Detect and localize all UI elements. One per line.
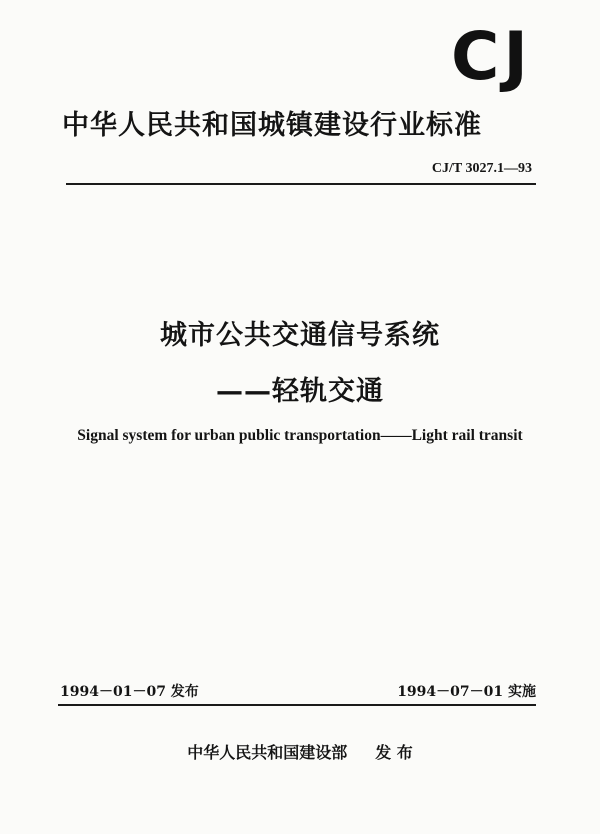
top-divider xyxy=(66,183,536,185)
document-title: 城市公共交通信号系统 xyxy=(160,320,440,351)
publisher-name: 中华人民共和国建设部 xyxy=(187,743,348,762)
implementation-date: 1994－07－01 实施 xyxy=(397,684,536,700)
publisher xyxy=(0,742,600,764)
standard-category: 中华人民共和国城镇建设行业标准 xyxy=(62,110,482,141)
cj-logo: CJ xyxy=(451,18,532,95)
standard-code: CJ/T 3027.1—93 xyxy=(431,161,532,176)
issue-date: 1994－01－07 发布 xyxy=(60,684,199,700)
document-subtitle: ——轻轨交通 xyxy=(216,376,384,407)
bottom-divider xyxy=(58,704,536,706)
english-title: Signal system for urban public transportation——Light rail transit xyxy=(77,427,523,444)
publish-action: 发 布 xyxy=(375,743,413,762)
